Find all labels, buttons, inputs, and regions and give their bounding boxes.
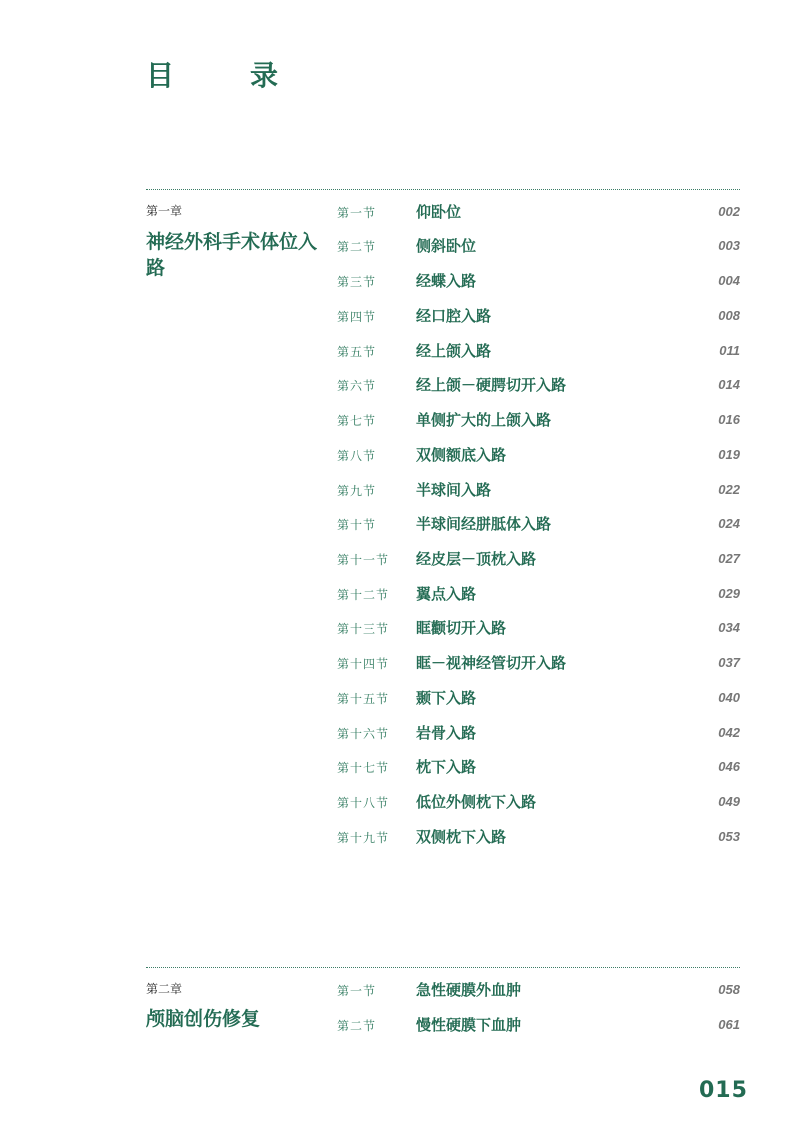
toc-entry[interactable] xyxy=(337,792,740,814)
section-title: 低位外侧枕下入路 xyxy=(416,793,537,811)
divider-line xyxy=(146,967,740,968)
toc-entry[interactable] xyxy=(337,584,740,606)
section-title: 侧斜卧位 xyxy=(416,237,477,255)
page-number: 029 xyxy=(718,586,740,601)
toc-entry[interactable] xyxy=(337,341,740,363)
toc-entry[interactable] xyxy=(337,980,740,1002)
chapter-title: 神经外科手术体位入路 xyxy=(146,231,318,279)
section-number: 第七节 xyxy=(337,414,377,428)
page-number: 022 xyxy=(718,482,740,497)
page-number: 016 xyxy=(718,412,740,427)
toc-entry[interactable] xyxy=(337,757,740,779)
section-number: 第十六节 xyxy=(337,727,390,741)
section-title: 经口腔入路 xyxy=(416,307,492,325)
section-title: 慢性硬膜下血肿 xyxy=(416,1016,522,1034)
page-number: 042 xyxy=(718,725,740,740)
section-title: 岩骨入路 xyxy=(416,724,477,742)
page-number: 058 xyxy=(718,982,740,997)
section-number: 第十七节 xyxy=(337,761,390,775)
toc-entry[interactable] xyxy=(337,549,740,571)
toc-entry[interactable] xyxy=(337,827,740,849)
section-title: 半球间入路 xyxy=(416,481,492,499)
page-number: 014 xyxy=(718,377,740,392)
toc-entry[interactable] xyxy=(337,445,740,467)
toc-entry[interactable] xyxy=(337,1015,740,1037)
section-title: 半球间经胼胝体入路 xyxy=(416,515,552,533)
folio-number: 015 xyxy=(699,1078,748,1103)
toc-entry[interactable] xyxy=(337,723,740,745)
section-number: 第十二节 xyxy=(337,588,390,602)
section-title: 经上颌入路 xyxy=(416,342,492,360)
section-number: 第十一节 xyxy=(337,553,390,567)
section-title: 眶－视神经管切开入路 xyxy=(416,654,567,672)
section-number: 第六节 xyxy=(337,379,377,393)
page-number: 034 xyxy=(718,620,740,635)
toc-entry[interactable] xyxy=(337,514,740,536)
toc-entry[interactable] xyxy=(337,236,740,258)
section-title: 双侧枕下入路 xyxy=(416,828,507,846)
section-title: 经蝶入路 xyxy=(416,272,477,290)
section-number: 第九节 xyxy=(337,484,377,498)
section-number: 第十四节 xyxy=(337,657,390,671)
toc-entry[interactable] xyxy=(337,375,740,397)
section-title: 枕下入路 xyxy=(416,758,477,776)
section-number: 第十五节 xyxy=(337,692,390,706)
toc-entry[interactable] xyxy=(337,688,740,710)
page-number: 004 xyxy=(718,273,740,288)
section-title: 颞下入路 xyxy=(416,689,477,707)
page-title: 目 录 xyxy=(146,59,303,92)
page-number: 011 xyxy=(719,343,740,358)
page-number: 019 xyxy=(718,447,740,462)
section-number: 第三节 xyxy=(337,275,377,289)
section-number: 第十节 xyxy=(337,518,377,532)
section-number: 第十八节 xyxy=(337,796,390,810)
page-number: 049 xyxy=(718,794,740,809)
section-title: 经皮层－顶枕入路 xyxy=(416,550,537,568)
divider-line xyxy=(146,189,740,190)
section-title: 翼点入路 xyxy=(416,585,477,603)
toc-entry[interactable] xyxy=(337,480,740,502)
section-number: 第五节 xyxy=(337,345,377,359)
section-title: 双侧额底入路 xyxy=(416,446,507,464)
section-title: 仰卧位 xyxy=(416,203,462,221)
section-number: 第二节 xyxy=(337,240,377,254)
page-number: 037 xyxy=(718,655,740,670)
page-folio xyxy=(699,1078,748,1103)
page-number: 002 xyxy=(718,204,740,219)
section-number: 第十九节 xyxy=(337,831,390,845)
section-title: 经上颌－硬腭切开入路 xyxy=(416,376,567,394)
page-number: 027 xyxy=(718,551,740,566)
section-number: 第八节 xyxy=(337,449,377,463)
section-number: 第一节 xyxy=(337,984,377,998)
toc-entry[interactable] xyxy=(337,306,740,328)
page-number: 003 xyxy=(718,238,740,253)
chapter-number: 第一章 xyxy=(146,204,183,218)
page-number: 024 xyxy=(718,516,740,531)
section-number: 第四节 xyxy=(337,310,377,324)
page-number: 053 xyxy=(718,829,740,844)
chapter-number: 第二章 xyxy=(146,982,183,996)
page-number: 040 xyxy=(718,690,740,705)
section-title: 眶颧切开入路 xyxy=(416,619,507,637)
section-number: 第一节 xyxy=(337,206,377,220)
toc-entry[interactable] xyxy=(337,653,740,675)
section-number: 第十三节 xyxy=(337,622,390,636)
section-title: 急性硬膜外血肿 xyxy=(416,981,522,999)
toc-entry[interactable] xyxy=(337,271,740,293)
section-number: 第二节 xyxy=(337,1019,377,1033)
toc-entry[interactable] xyxy=(337,410,740,432)
toc-entry[interactable] xyxy=(337,618,740,640)
entry-clip xyxy=(337,979,740,1037)
chapter-title: 颅脑创伤修复 xyxy=(146,1008,261,1030)
page-number: 008 xyxy=(718,308,740,323)
section-title: 单侧扩大的上颌入路 xyxy=(416,411,552,429)
toc-entry[interactable] xyxy=(337,202,740,224)
page-number: 046 xyxy=(718,759,740,774)
page-number: 061 xyxy=(718,1017,740,1032)
